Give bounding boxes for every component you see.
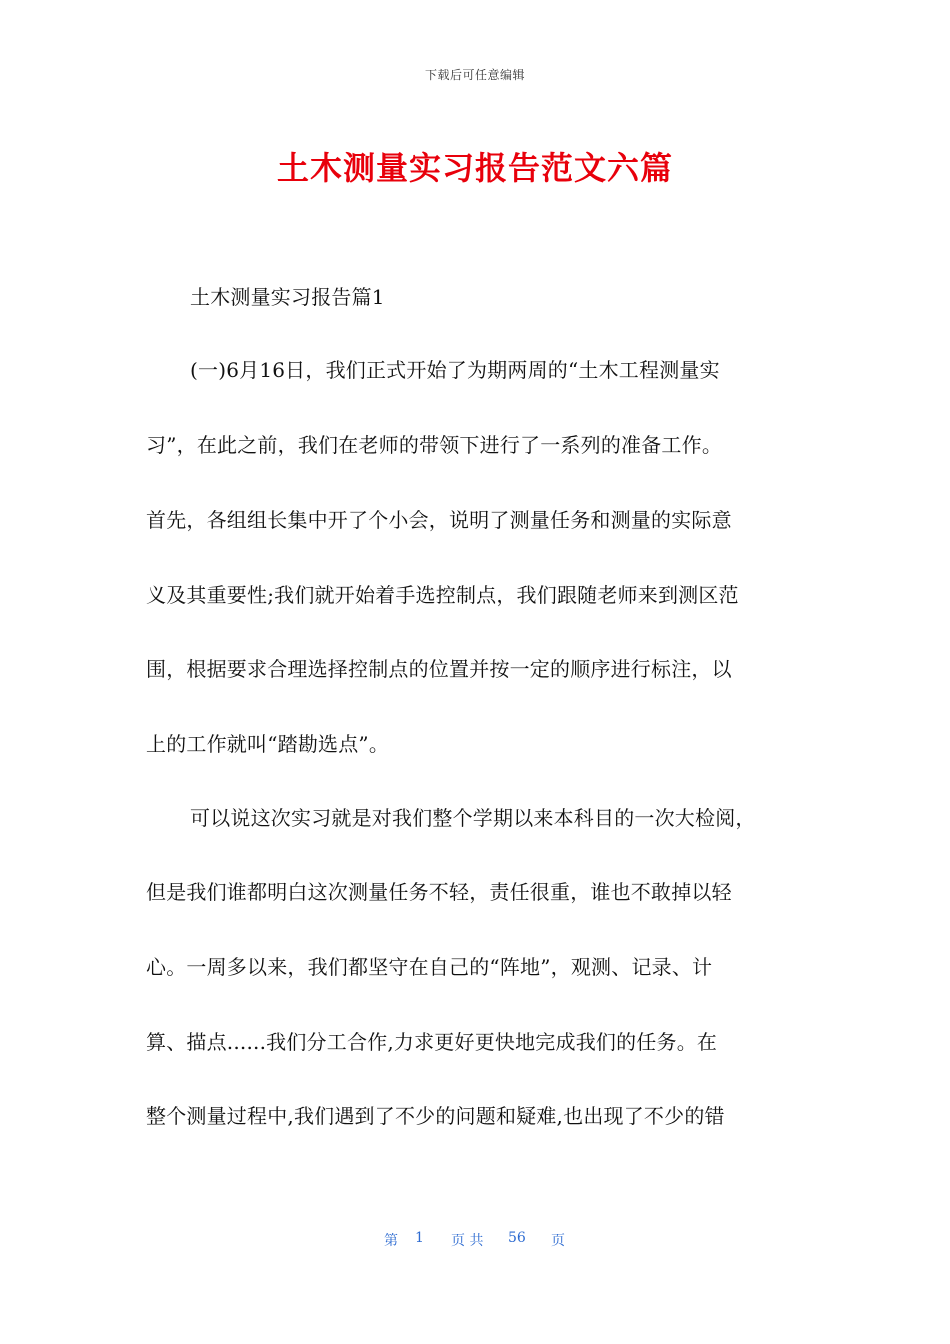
paragraph-line: 义及其重要性;我们就开始着手选控制点，我们跟随老师来到测区范	[146, 583, 739, 607]
paragraph-line: 习”，在此之前，我们在老师的带领下进行了一系列的准备工作。	[146, 433, 723, 457]
footer-total-pages: 56	[508, 1230, 526, 1246]
page-footer	[0, 1230, 950, 1250]
paragraph-line: (一)6月16日，我们正式开始了为期两周的“土木工程测量实	[190, 358, 720, 382]
paragraph-line: 可以说这次实习就是对我们整个学期以来本科目的一次大检阅，	[190, 806, 756, 830]
paragraph-line: 整个测量过程中,我们遇到了不少的问题和疑难,也出现了不少的错	[146, 1104, 725, 1128]
footer-page-number: 1	[415, 1230, 424, 1246]
document-title: 土木测量实习报告范文六篇	[276, 149, 673, 187]
section-heading: 土木测量实习报告篇1	[190, 285, 385, 309]
paragraph-line: 上的工作就叫“踏勘选点”。	[146, 732, 390, 756]
paragraph-line: 首先，各组组长集中开了个小会，说明了测量任务和测量的实际意	[146, 508, 732, 532]
paragraph-line: 心。一周多以来，我们都坚守在自己的“阵地”，观测、记录、计	[146, 955, 713, 979]
paragraph-line: 围，根据要求合理选择控制点的位置并按一定的顺序进行标注，以	[146, 657, 732, 681]
footer-ye: 页	[551, 1233, 565, 1249]
footer-di: 第	[384, 1233, 398, 1249]
footer-ye-gong: 页 共	[451, 1233, 484, 1249]
paragraph-line: 算、描点......我们分工合作,力求更好更快地完成我们的任务。在	[146, 1030, 718, 1054]
paragraph-line: 但是我们谁都明白这次测量任务不轻，责任很重，谁也不敢掉以轻	[146, 880, 732, 904]
header-note: 下载后可任意编辑	[424, 68, 525, 82]
